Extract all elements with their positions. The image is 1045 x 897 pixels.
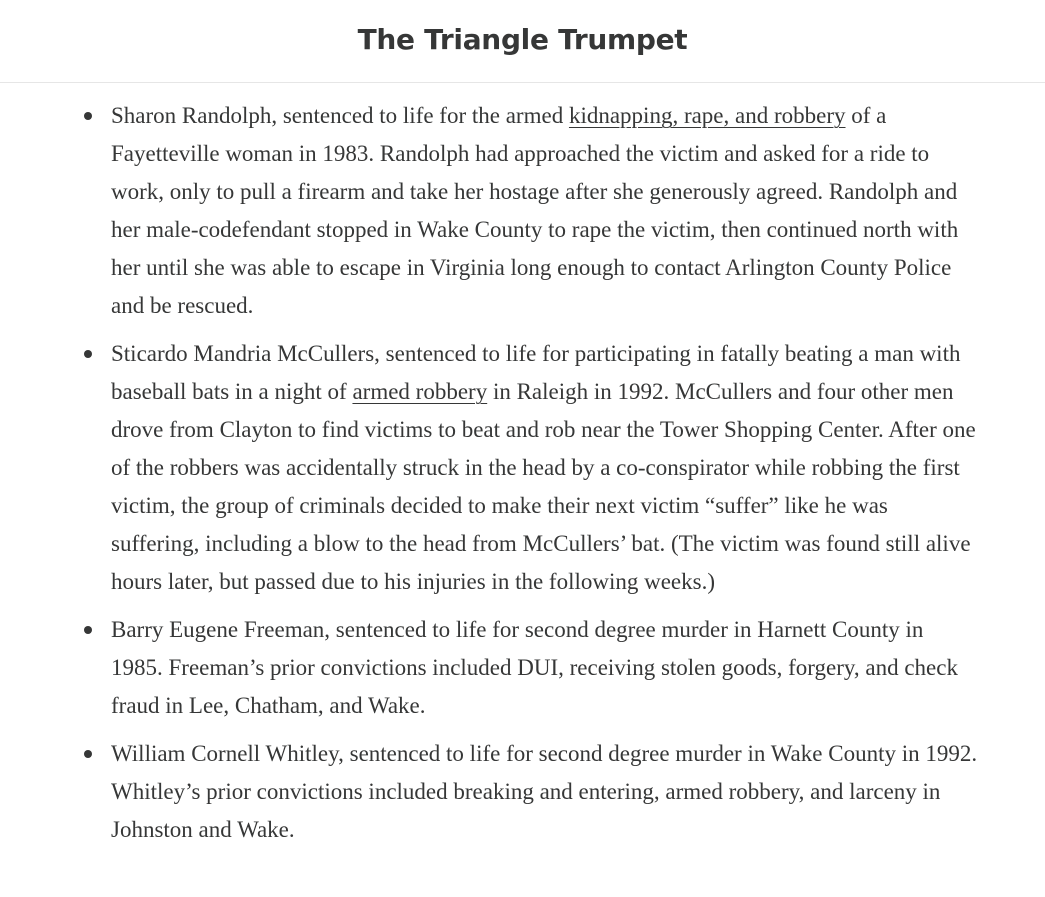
list-item-text: of a Fayetteville woman in 1983. Randolph had approached the victim and asked for a ride to work, only to pull a firearm and take her hostage after she generously agreed. Randolph and her male-codefendant stopped in Wake County to rape the victim, then continued north with her until she was able to escape in Virginia long enough to contact Arlington County Police and be rescued. (111, 103, 959, 318)
bullet-icon (84, 626, 92, 634)
list-item-text: in Raleigh in 1992. McCullers and four other men drove from Clayton to find victims to beat and rob near the Tower Shopping Center. After one of the robbers was accidentally struck in the head by a co-conspirator while robbing the first victim, the group of criminals decided to make their next victim “suffer” like he was suffering, including a blow to the head from McCullers’ bat. (The victim was found still alive hours later, but passed due to his injuries in the following weeks.) (111, 379, 976, 594)
bullet-list (111, 97, 979, 859)
site-header (0, 0, 1045, 83)
list-item (111, 335, 979, 601)
bullet-icon (84, 112, 92, 120)
list-item-text: Barry Eugene Freeman, sentenced to life for second degree murder in Harnett County in 1985. Freeman’s prior convictions included DUI, receiving stolen goods, forgery, and check fraud in Lee, Chatham, and Wake. (111, 617, 958, 718)
bullet-icon (84, 750, 92, 758)
list-item (111, 611, 979, 725)
list-item-text: Sharon Randolph, sentenced to life for the armed (111, 103, 569, 128)
publication-title[interactable]: The Triangle Trumpet (357, 22, 688, 56)
list-item (111, 97, 979, 325)
armed-robbery-link[interactable]: armed robbery (352, 379, 488, 404)
list-item-text: William Cornell Whitley, sentenced to life for second degree murder in Wake County in 1992. Whitley’s prior convictions included breaking and entering, armed robbery, and larceny in Johnston and Wake. (111, 741, 978, 842)
list-item (111, 735, 979, 849)
kidnapping-link[interactable]: kidnapping, rape, and robbery (568, 103, 846, 128)
bullet-icon (84, 350, 92, 358)
list-item-text: Sticardo Mandria McCullers, sentenced to life for participating in fatally beating a man with baseball bats in a night of (111, 341, 961, 404)
